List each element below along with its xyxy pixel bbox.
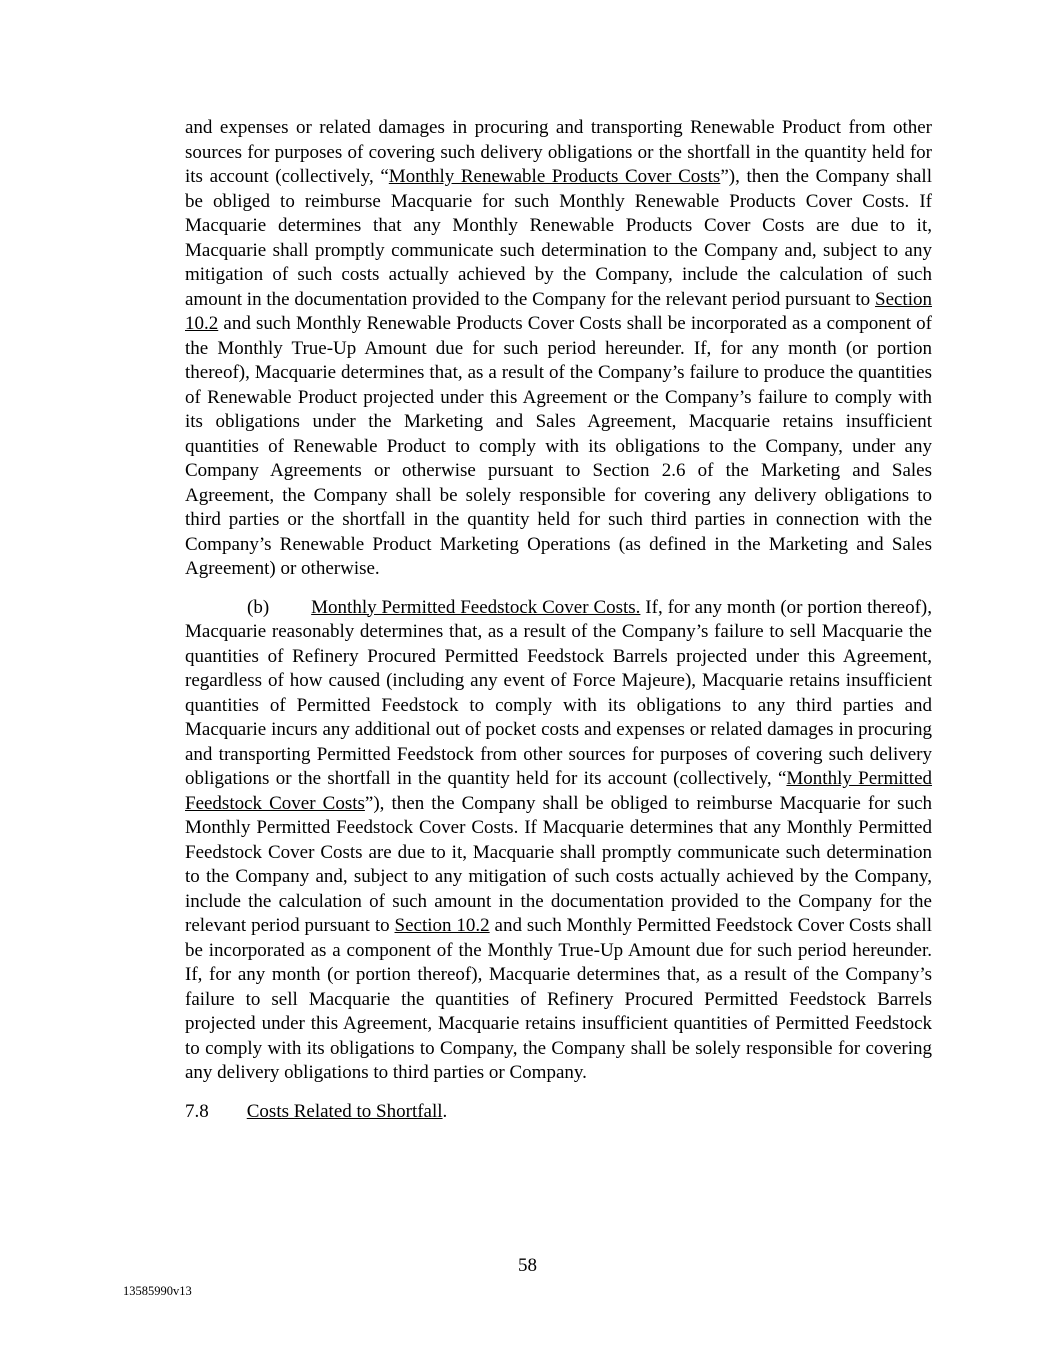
text-run: ”), then the Company shall be obliged to reimburse Macquarie for such Monthly Renewable Products Cover Costs. If Macquarie determines that any Monthly Renewable Products Cover Costs are due to it, Macquarie shall promptly communicate such determination to the Company and, subject to any mitigation of such costs actually achieved by the Company, include the calculation of such amount in the documentation provided to the Company for the relevant period pursuant to (185, 166, 932, 310)
underlined-text: Section 10.2 (185, 288, 932, 334)
tab-space (269, 596, 311, 597)
underlined-text: Monthly Permitted Feedstock Cover Costs (185, 768, 933, 814)
underlined-text: Monthly Renewable Products Cover Costs (388, 166, 721, 187)
paragraph-b-permitted-feedstock-cover-costs (185, 596, 932, 1086)
document-id-footer: 13585990v13 (123, 1284, 192, 1298)
text-run: and expenses or related damages in procuring and transporting Renewable Product from other sources for purposes of covering such delivery obligations or the shortfall in the quantity held for its account (collectively, “ (185, 117, 932, 187)
underlined-text: Monthly Permitted Feedstock Cover Costs. (311, 596, 641, 618)
text-run: . (442, 1100, 448, 1122)
text-run: If, for any month (or portion thereof), Macquarie reasonably determines that, as a result of the Company’s failure to sell Macquarie the quantities of Refinery Procured Permitted Feedstock Barrels projected under this Agreement, regardless of how caused (including any event of Force Majeure), Macquarie retains insufficient quantities of Permitted Feedstock to comply with its obligations to any third parties and Macquarie incurs any additional out of pocket costs and expenses or related damages in procuring and transporting Permitted Feedstock from other sources for purposes of covering such delivery obligations or the shortfall in the quantity held for its account (collectively, “ (185, 596, 932, 789)
underlined-text: Section 10.2 (394, 915, 490, 936)
text-run: and such Monthly Renewable Products Cover Costs shall be incorporated as a component of the Monthly True-Up Amount due for such period hereunder. If, for any month (or portion thereof), Macquarie determines that, as a result of the Company’s failure to produce the quantities of Renewable Product projected under this Agreement or the Company’s failure to comply with its obligations under the Marketing and Sales Agreement, Macquarie retains insufficient quantities of Renewable Product to comply with its obligations to the Company, under any Company Agreements or otherwise pursuant to Section 2.6 of the Marketing and Sales Agreement, the Company shall be solely responsible for covering any delivery obligations to third parties or the shortfall in the quantity held for such third parties in connection with the Company’s Renewable Product Marketing Operations (as defined in the Marketing and Sales Agreement) or otherwise. (185, 313, 932, 579)
document-body (185, 116, 932, 1138)
paragraph-continuation-renewable-cover-costs (185, 116, 932, 582)
text-run: (b) (247, 596, 270, 618)
section-7-8-heading (185, 1100, 932, 1125)
underlined-text: Costs Related to Shortfall (246, 1100, 443, 1122)
text-run: ”), then the Company shall be obliged to reimburse Macquarie for such Monthly Permitted Feedstock Cover Costs. If Macquarie determines that any Monthly Permitted Feedstock Cover Costs are due to it, Macquarie shall promptly communicate such determination to the Company and, subject to any mitigation of such costs actually achieved by the Company, include the calculation of such amount in the documentation provided to the Company for the relevant period pursuant to (185, 792, 933, 936)
text-run: 7.8 (185, 1100, 209, 1122)
page-number: 58 (518, 1255, 537, 1276)
tab-space (209, 1100, 247, 1101)
text-run: and such Monthly Permitted Feedstock Cover Costs shall be incorporated as a component of the Monthly True-Up Amount due for such period hereunder. If, for any month (or portion thereof), Macquarie determines that, as a result of the Company’s failure to sell Macquarie the quantities of Refinery Procured Permitted Feedstock Barrels projected under this Agreement, Macquarie retains insufficient quantities of Permitted Feedstock to comply with its obligations to Company, the Company shall be solely responsible for covering any delivery obligations to third parties or Company. (185, 915, 932, 1083)
